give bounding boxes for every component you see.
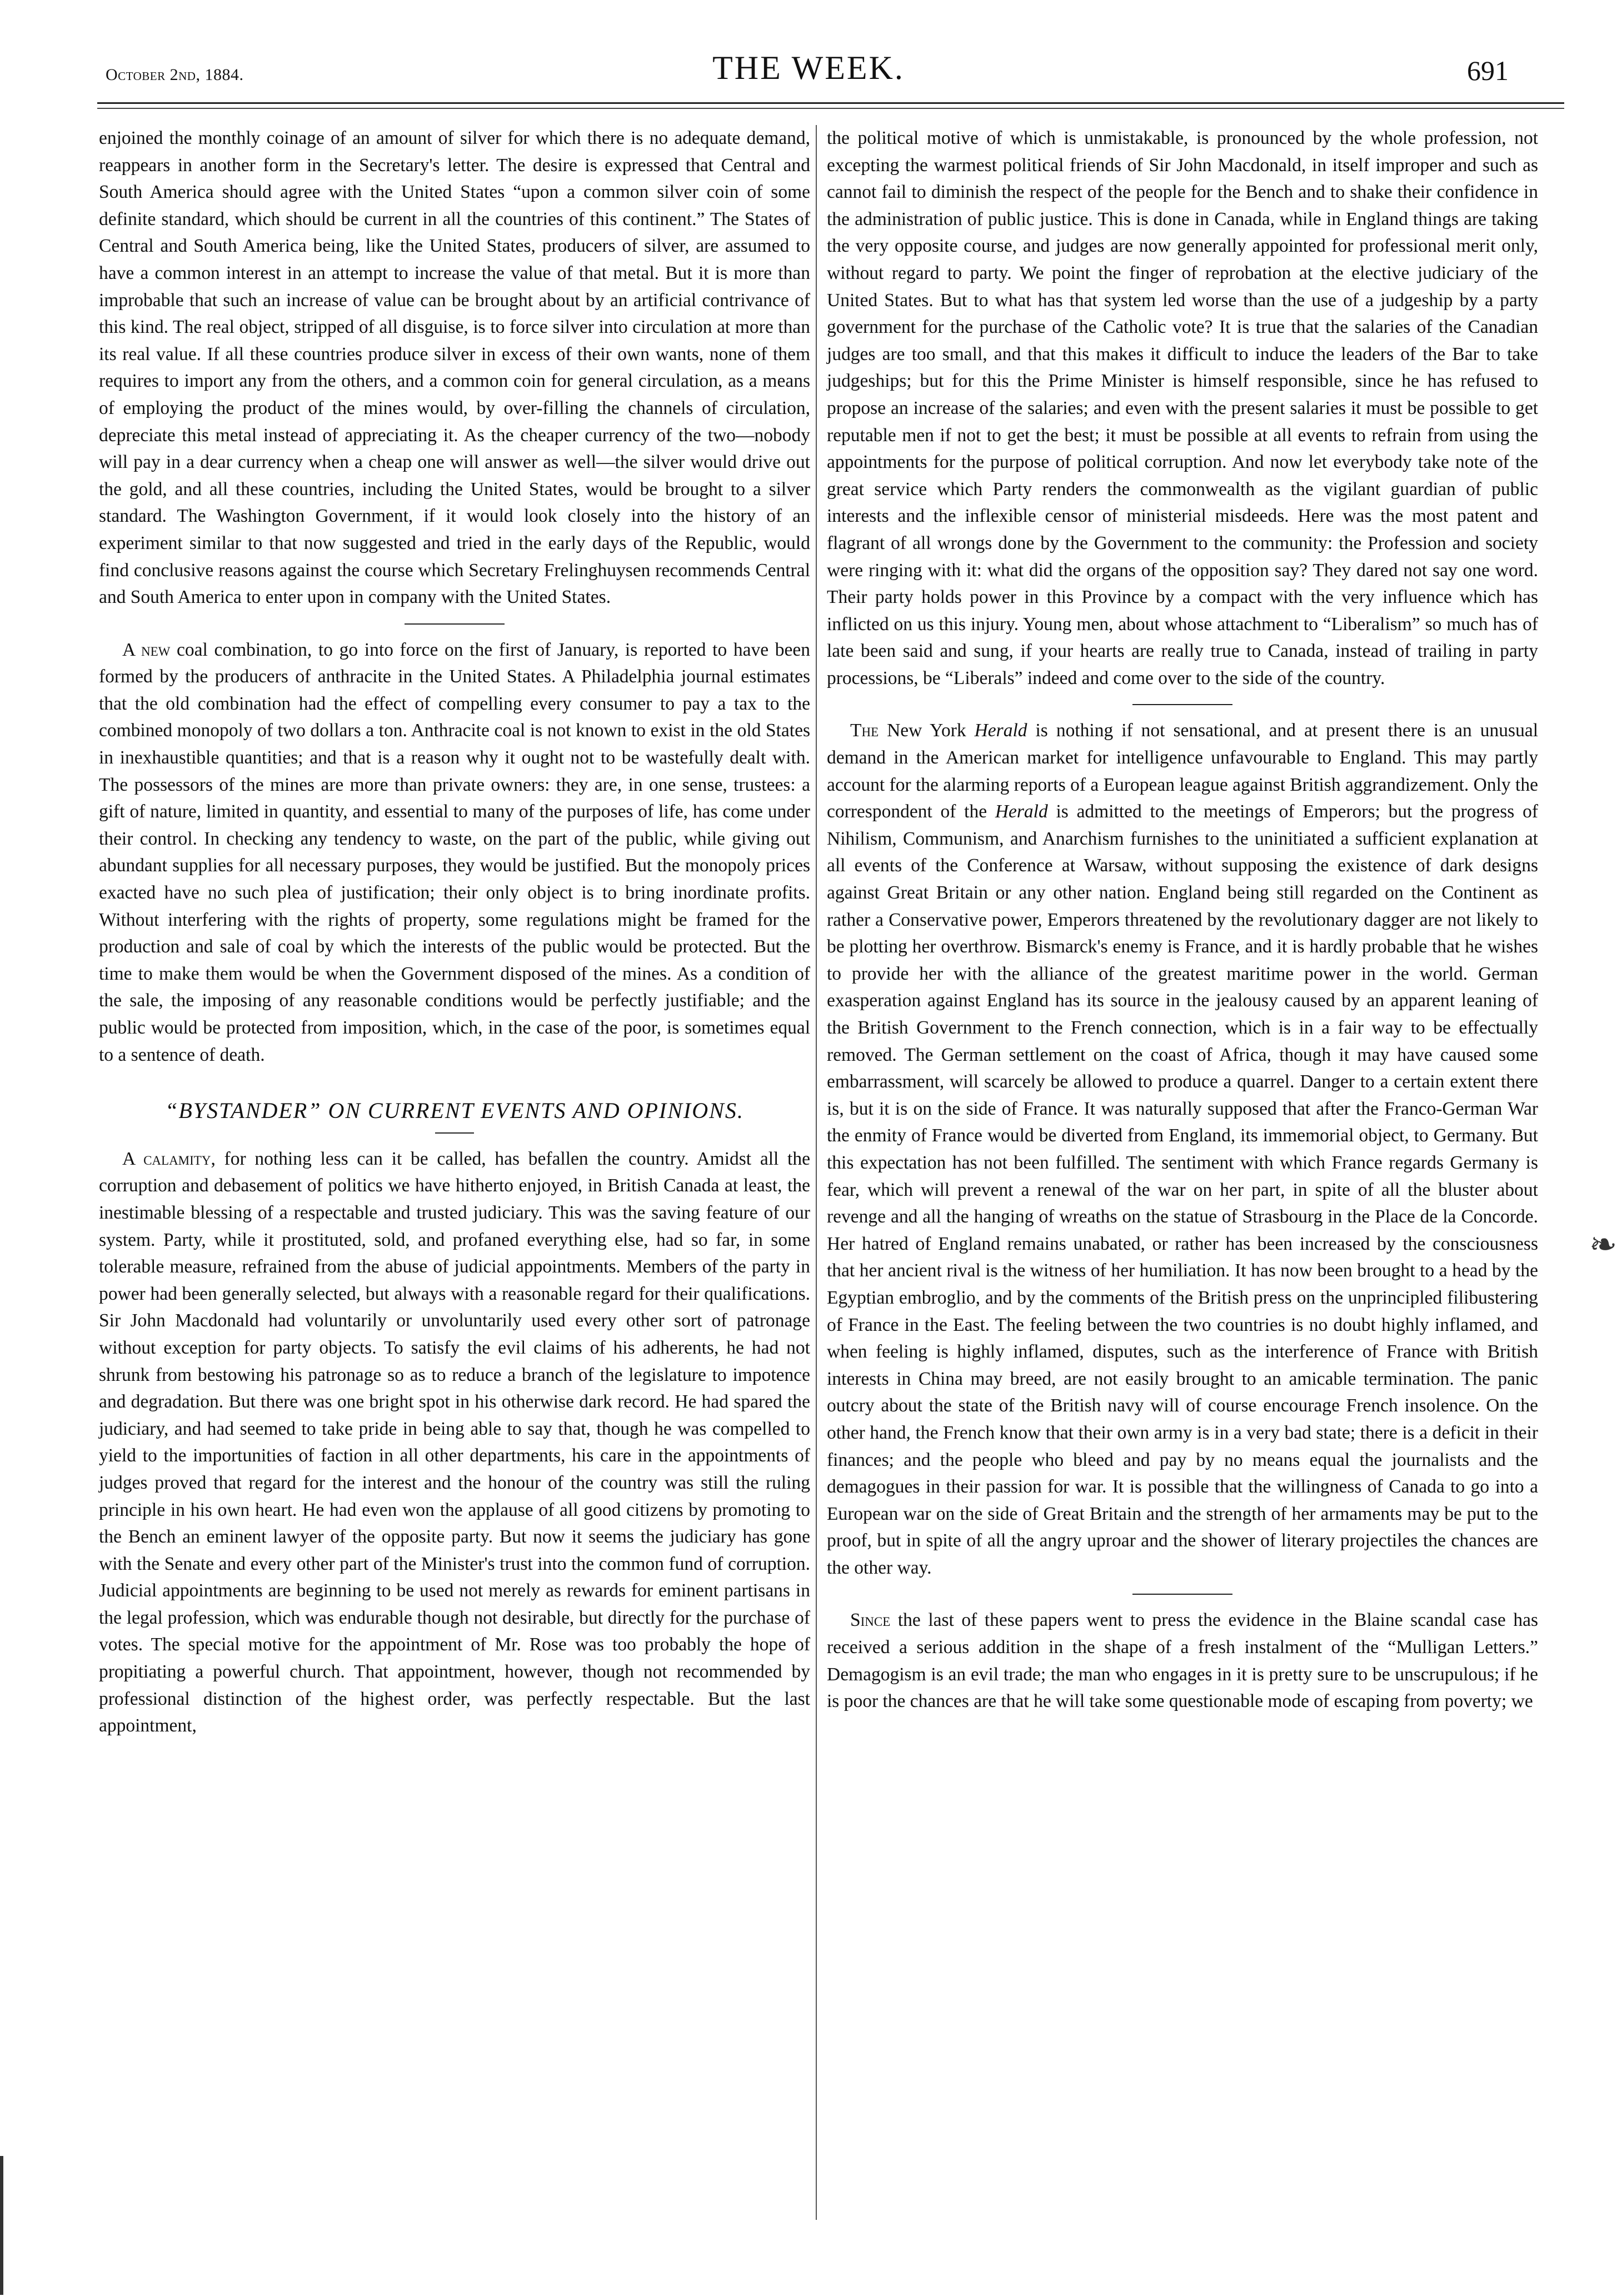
paragraph-body: is nothing if not sensational, and at present there is an unusual demand in the American market for intelligence unfavourable to England. This may partly account for the alarming reports of a European league against British aggrandizement. Only the correspondent of the xyxy=(827,720,1538,822)
left-column xyxy=(99,125,810,1740)
newspaper-name: Herald xyxy=(995,801,1048,822)
issue-date: October 2nd, 1884. xyxy=(106,66,244,84)
paragraph-lead: Since xyxy=(850,1610,891,1631)
masthead-title: THE WEEK. xyxy=(712,49,905,86)
section-separator xyxy=(1132,1594,1232,1595)
column-divider xyxy=(816,125,817,2220)
paragraph-body: coal combination, to go into force on the first of January, is reported to have been formed by the producers of anthracite in the United States. A Philadelphia journal estimates that the old combination had the effect of compelling every consumer to pay a tax to the combined monopoly of two dollars a ton. Anthracite coal is not known to exist in the old States in inexhaustible quantities; and that is a reason why it ought not to be wastefully dealt with. The possessors of the mines are more than private owners: they are, in one sense, trustees: a gift of nature, limited in quantity, and essential to many of the purposes of life, has come under their control. In checking any tendency to waste, on the part of the public, while giving out abundant supplies for all necessary purposes, they would be justified. But the monopoly prices exacted have no such plea of justification; their only object is to bring inordinate profits. Without interfering with the rights of property, some regulations might be framed for the production and sale of coal by which the interests of the public would be protected. But the time to make them would be when the Government disposed of the mines. As a condition of the sale, the imposing of any reasonable conditions would be perfectly justifiable; and the public would be protected from imposition, which, in the case of the poor, is sometimes equal to a sentence of death. xyxy=(99,639,810,1065)
newspaper-name: Herald xyxy=(974,720,1027,741)
page-edge-shadow xyxy=(0,2156,3,2295)
right-column xyxy=(827,125,1538,1715)
paragraph-body: New York xyxy=(879,720,975,741)
paragraph-silver-coinage: enjoined the monthly coinage of an amount of silver for which there is no adequate demand, reappears in another form in the Secretary's letter. The desire is expressed that Central and South America should agree with the United States “upon a common silver coin of some definite standard, which should be current in all the countries of this continent.” The States of Central and South America being, like the United States, producers of silver, are assumed to have a common interest in an attempt to increase the value of that metal. But it is more than improbable that such an increase of value can be brought about by an artificial contrivance of this kind. The real object, stripped of all disguise, is to force silver into circulation at more than its real value. If all these countries produce silver in excess of their own wants, none of them requires to import any from the others, and a common coin for general circulation, as a means of employing the product of the mines would, by over-filling the channels of circulation, depreciate this metal instead of appreciating it. As the cheaper currency of the two—nobody will pay in a dear currency when a cheap one will answer as well—the silver would drive out the gold, and all these countries, including the United States, would be brought to a silver standard. The Washington Government, if it would look closely into the history of an experiment similar to that now suggested and tried in the early days of the Republic, would find conclusive reasons against the course which Secretary Frelinghuysen recommends Central and South America to enter upon in company with the United States. xyxy=(99,128,810,608)
paragraph-judiciary-continued: the political motive of which is unmistakable, is pronounced by the whole profession, not excepting the warmest political friends of Sir John Macdonald, in itself improper and such as cannot fail to diminish the respect of the people for the Bench and to shake their confidence in the administration of public justice. This is done in Canada, while in England things are taking the very opposite course, and judges are now generally appointed for professional merit only, without regard to party. We point the finger of reprobation at the elective judiciary of the United States. But to what has that system led worse than the use of a judgeship by a party government for the purchase of the Catholic vote? It is true that the salaries of the Canadian judges are too small, and that this makes it difficult to induce the leaders of the Bar to take judgeships; but for this the Prime Minister is himself responsible, since he has refused to propose an increase of the salaries; and even with the present salaries it must be possible to get reputable men if not to get the best; it must be possible at all events to refrain from using the appointments for the purpose of political corruption. And now let everybody take note of the great service which Party renders the commonwealth as the vigilant guardian of public interests and the inflexible censor of ministerial misdeeds. Here was the most patent and flagrant of all wrongs done by the Government to the community: the Profession and society were ringing with it: what did the organs of the opposition say? They dared not say one word. Their party holds power in this Province by a compact with the very influence which has inflicted on us this injury. Young men, about whose attachment to “Liberalism” so much has of late been said and sung, if your hearts are really true to Canada, instead of trailing in party processions, be “Liberals” indeed and come over to the side of the country. xyxy=(827,128,1538,688)
paragraph-body: is admitted to the meetings of Emperors; but the progress of Nihilism, Communism, and Anarchism furnishes to the uninitiated a sufficient explanation at all events of the Conference at Warsaw, without supposing the existence of dark designs against Great Britain or any other nation. England being still regarded on the Continent as rather a Conservative power, Emperors threatened by the revolutionary dagger are not likely to be plotting her overthrow. Bismarck's enemy is France, and it is hardly probable that he wishes to provide her with the alliance of the greatest maritime power in the world. German exasperation against England has its source in the jealousy caused by an apparent leaning of the British Government to the French connection, which is in a fair way to be effectually removed. The German settlement on the coast of Africa, though it may have caused some embarrassment, will scarcely be allowed to produce a quarrel. Danger to a certain extent there is, but it is on the side of France. It was naturally supposed that after the Franco-German War the enmity of France would be diverted from England, its immemorial object, to Germany. But this expectation has not been fulfilled. The sentiment with which France regards Germany is fear, which will prevent a renewal of the war on her part, in spite of all the bluster about revenge and all the hanging of wreaths on the statue of Strasbourg in the Place de la Concorde. Her hatred of England remains unabated, or rather has been increased by the consciousness that her ancient rival is the witness of her humiliation. It has now been brought to a head by the Egyptian embroglio, and by the comments of the British press on the unprincipled filibustering of France in the East. The feeling between the two countries is no doubt highly inflamed, and when feeling is highly inflamed, disputes, such as the interference of France with British interests in China may breed, are not easily brought to an amicable termination. The panic outcry about the state of the British navy will of course encourage French insolence. On the other hand, the French know that their own army is in a very bad state; there is a deficit in their finances; and the people who bleed and pay by no means equal the journalists and the demagogues in their passion for war. It is possible that the willingness of Canada to go into a European war on the side of Great Britain and the strength of her armaments may be put to the proof, but in spite of all the angry uproar and the shower of literary projectiles the chances are the other way. xyxy=(827,801,1538,1578)
paragraph-lead: A new xyxy=(122,639,171,660)
section-separator xyxy=(1132,704,1232,705)
paragraph-blaine-scandal xyxy=(827,1607,1538,1715)
paragraph-coal-combination xyxy=(99,637,810,1069)
margin-ink-mark: ❧ xyxy=(1589,1226,1617,1263)
paragraph-lead: A calamity, xyxy=(122,1148,216,1169)
paragraph-judiciary xyxy=(99,1146,810,1740)
header-rule-top xyxy=(97,102,1564,104)
header-rule-bottom xyxy=(97,108,1564,109)
section-separator xyxy=(405,623,505,625)
section-heading: “BYSTANDER” ON CURRENT EVENTS AND OPINIONS. xyxy=(165,1098,744,1124)
heading-underline xyxy=(435,1132,474,1134)
paragraph-body: the last of these papers went to press the evidence in the Blaine scandal case has received a serious addition in the shape of a fresh instalment of the “Mulligan Letters.” Demagogism is an evil trade; the man who engages in it is pretty sure to be unscrupulous; if he is poor the chances are that he will take some questionable mode of escaping from poverty; we xyxy=(827,1610,1538,1712)
paragraph-lead: The xyxy=(850,720,879,741)
page-number: 691 xyxy=(1467,55,1509,86)
paragraph-herald xyxy=(827,717,1538,1581)
paragraph-body: for nothing less can it be called, has befallen the country. Amidst all the corruption and debasement of politics we have hitherto enjoyed, in British Canada at least, the inestimable blessing of a respectable and trusted judiciary. This was the saving feature of our system. Party, while it prostituted, sold, and profaned everything else, had so far, in some tolerable measure, refrained from the abuse of judicial appointments. Members of the party in power had been generally selected, but always with a reasonable regard for their qualifications. Sir John Macdonald had voluntarily or unvoluntarily used every other sort of patronage without exception for party objects. To satisfy the evil claims of his adherents, he had not shrunk from bestowing his patronage so as to reduce a branch of the legislature to impotence and degradation. But there was one bright spot in his otherwise dark record. He had spared the judiciary, and had seemed to take pride in being able to say that, though he was compelled to yield to the importunities of faction in all other departments, his care in the appointments of judges proved that regard for the interest and the honour of the country was still the ruling principle in his own heart. He had even won the applause of all good citizens by promoting to the Bench an eminent lawyer of the opposite party. But now it seems the judiciary has gone with the Senate and every other part of the Minister's trust into the common fund of corruption. Judicial appointments are beginning to be used not merely as rewards for eminent partisans in the legal profession, which was endurable though not desirable, but directly for the purchase of votes. The special motive for the appointment of Mr. Rose was too probably the hope of propitiating a powerful church. That appointment, however, though not recommended by professional distinction of the highest order, was perfectly respectable. But the last appointment, xyxy=(99,1148,810,1736)
